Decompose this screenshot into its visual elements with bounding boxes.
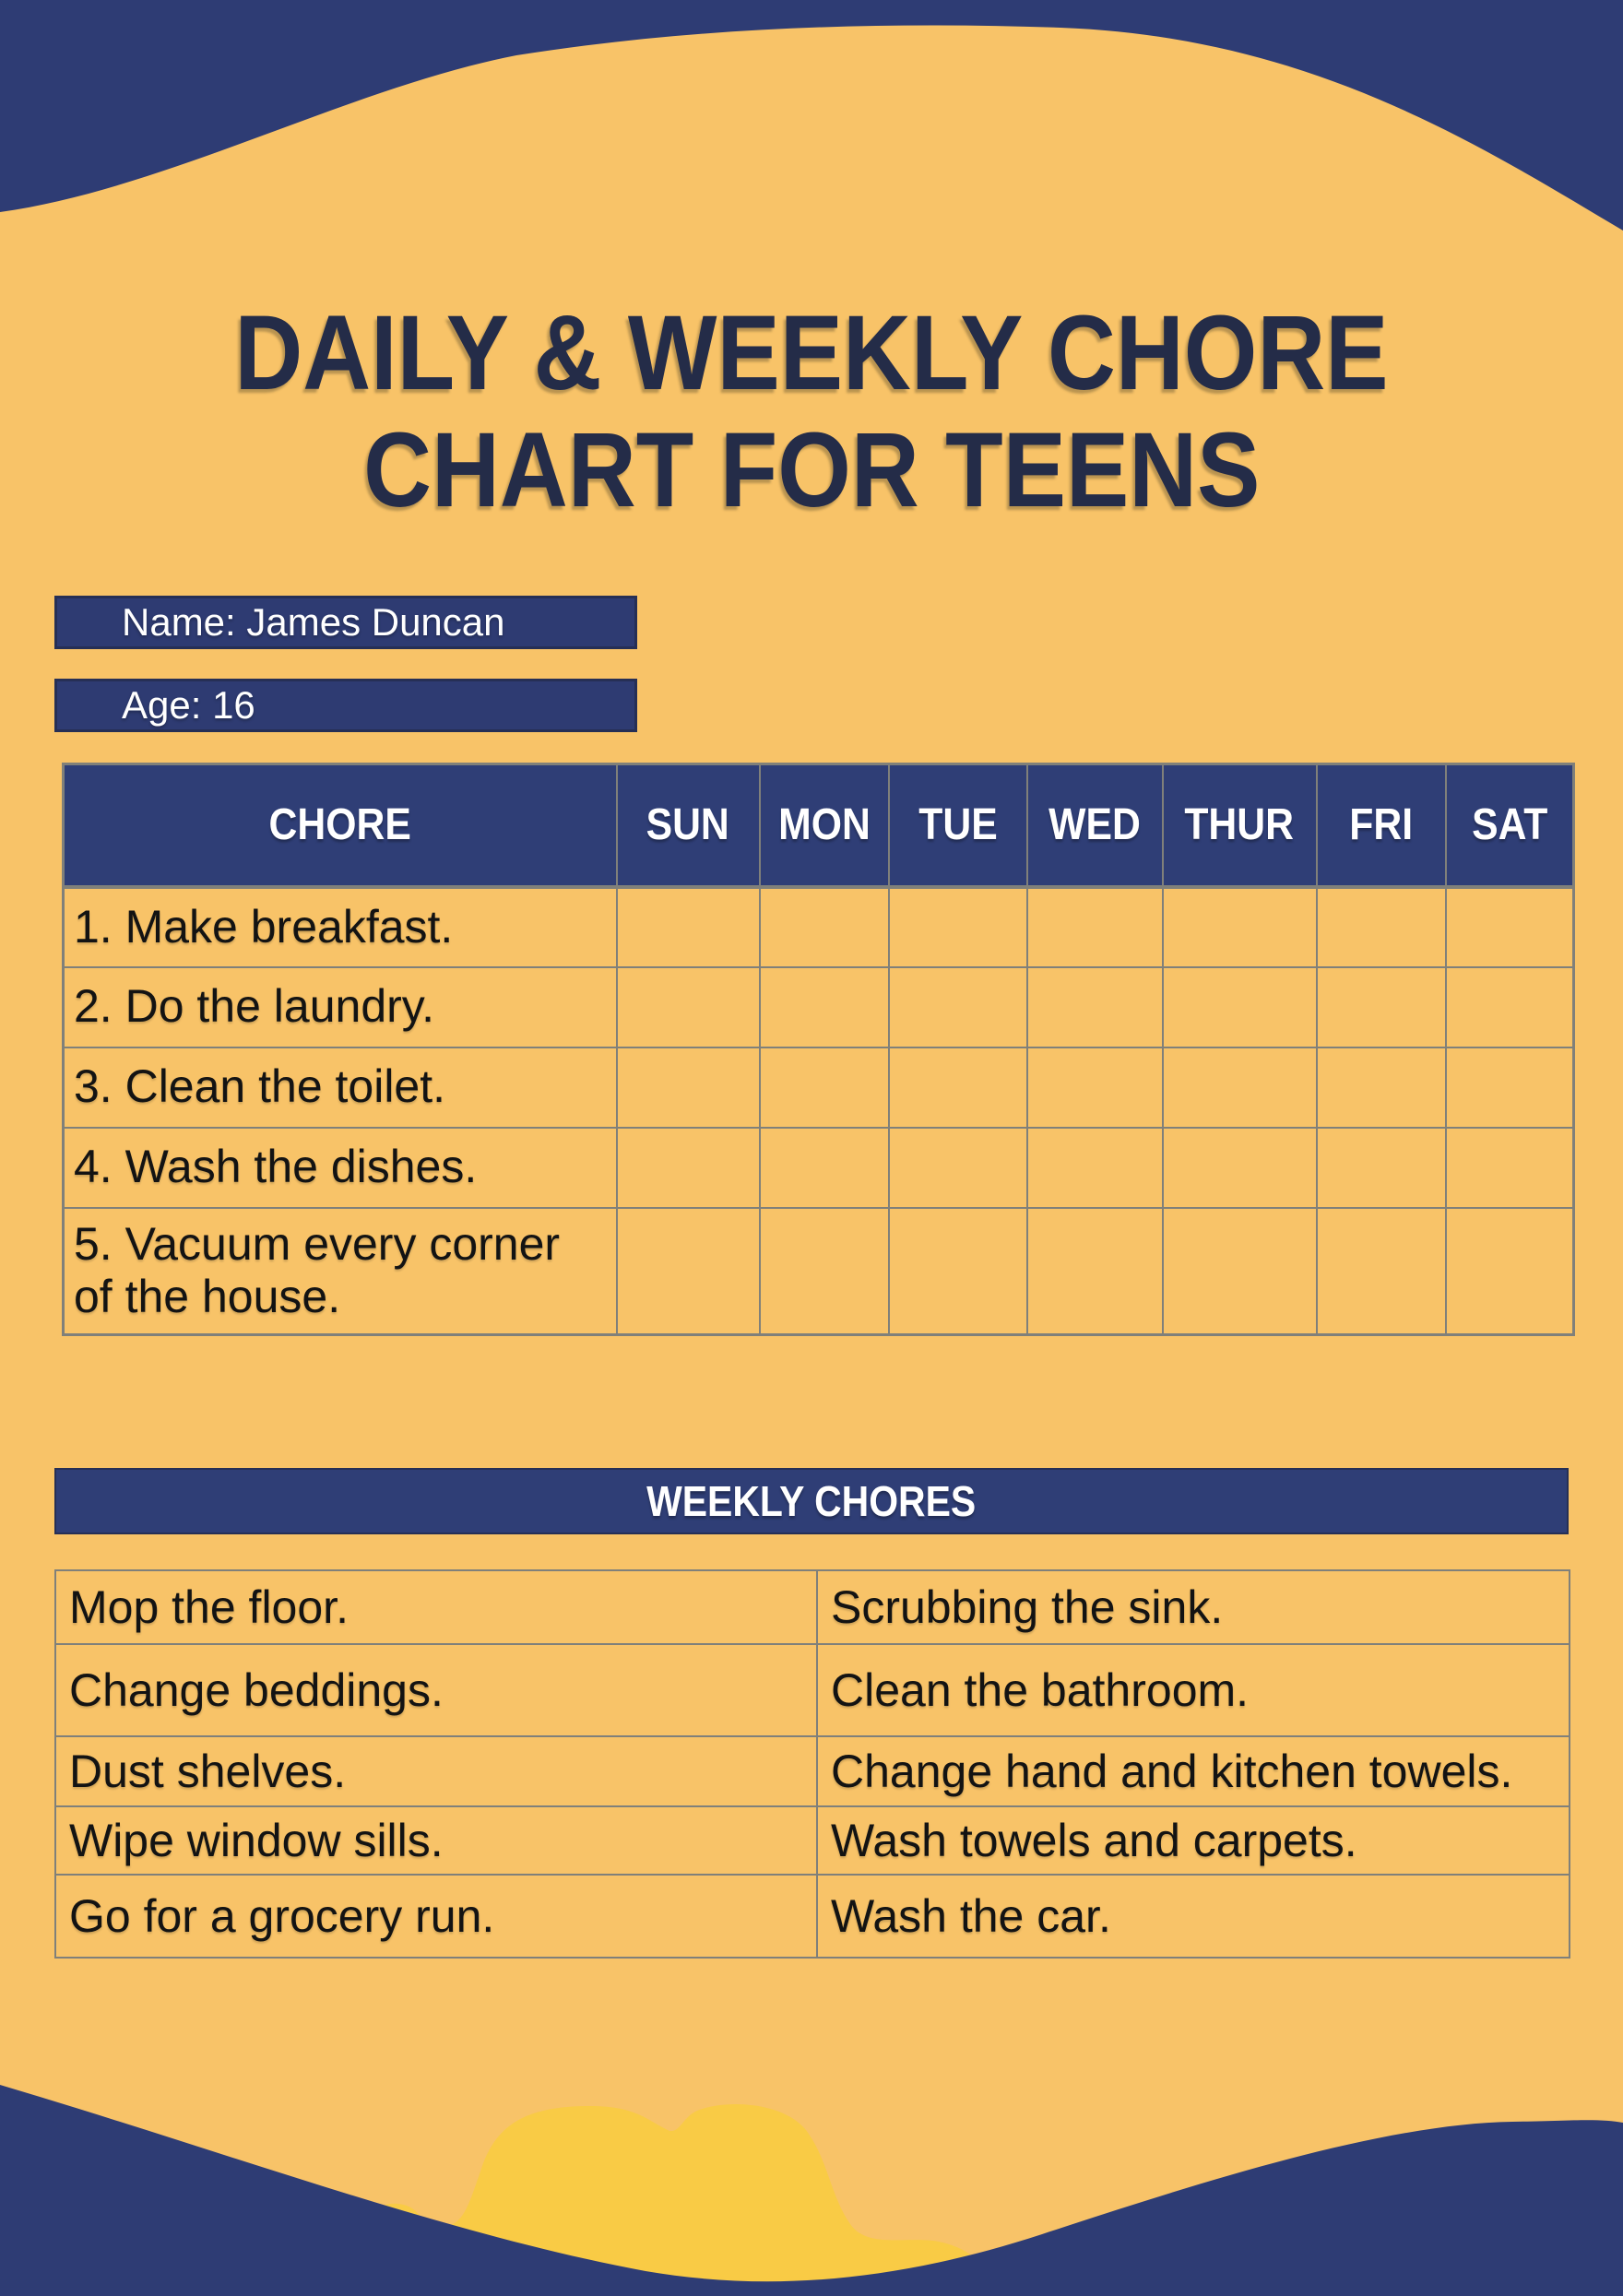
day-cell[interactable] [1027, 1047, 1163, 1128]
bottom-wave-decoration [0, 1909, 1623, 2296]
weekly-chore-cell: Clean the bathroom. [817, 1644, 1570, 1736]
weekly-chore-cell: Wash the car. [817, 1875, 1570, 1958]
day-cell[interactable] [1027, 1208, 1163, 1335]
daily-chore-table [62, 763, 1575, 1336]
day-cell[interactable] [1446, 1047, 1574, 1128]
age-field [54, 679, 637, 732]
weekly-chore-row [55, 1875, 1570, 1958]
daily-table-header-row [64, 764, 1574, 887]
day-cell[interactable] [760, 967, 889, 1047]
day-cell[interactable] [760, 887, 889, 967]
day-cell[interactable] [889, 1047, 1027, 1128]
weekly-chore-row [55, 1570, 1570, 1644]
day-cell[interactable] [1163, 967, 1317, 1047]
day-column-header-sat: SAT [1446, 764, 1574, 887]
page-title [0, 295, 1623, 528]
weekly-chore-cell: Scrubbing the sink. [817, 1570, 1570, 1644]
chore-cell: 5. Vacuum every corner of the house. [64, 1208, 617, 1335]
day-cell[interactable] [1163, 1047, 1317, 1128]
chore-row [64, 1047, 1574, 1128]
chore-cell: 4. Wash the dishes. [64, 1128, 617, 1208]
day-cell[interactable] [1317, 887, 1446, 967]
day-cell[interactable] [1027, 967, 1163, 1047]
name-field-label: Name: James Duncan [122, 600, 505, 644]
day-cell[interactable] [617, 1128, 760, 1208]
day-cell[interactable] [1163, 887, 1317, 967]
weekly-chore-cell: Go for a grocery run. [55, 1875, 817, 1958]
day-cell[interactable] [1317, 1208, 1446, 1335]
day-cell[interactable] [1163, 1128, 1317, 1208]
chore-cell: 2. Do the laundry. [64, 967, 617, 1047]
day-column-header-wed: WED [1027, 764, 1163, 887]
day-column-header-sun: SUN [617, 764, 760, 887]
weekly-chores-table [54, 1569, 1570, 1959]
day-cell[interactable] [889, 1208, 1027, 1335]
chore-cell: 3. Clean the toilet. [64, 1047, 617, 1128]
day-cell[interactable] [889, 1128, 1027, 1208]
chore-row [64, 1208, 1574, 1335]
day-cell[interactable] [1446, 1128, 1574, 1208]
day-column-header-mon: MON [760, 764, 889, 887]
weekly-chores-header-label: WEEKLY CHORES [646, 1477, 977, 1525]
day-cell[interactable] [1163, 1208, 1317, 1335]
chore-cell: 1. Make breakfast. [64, 887, 617, 967]
weekly-chores-header [54, 1468, 1569, 1534]
day-cell[interactable] [1317, 967, 1446, 1047]
weekly-chore-cell: Change hand and kitchen towels. [817, 1736, 1570, 1806]
page-title-line-1: DAILY & WEEKLY CHORE [234, 294, 1389, 412]
day-cell[interactable] [760, 1208, 889, 1335]
day-cell[interactable] [889, 887, 1027, 967]
day-cell[interactable] [617, 1047, 760, 1128]
day-cell[interactable] [617, 1208, 760, 1335]
day-cell[interactable] [1446, 1208, 1574, 1335]
day-cell[interactable] [889, 967, 1027, 1047]
chore-row [64, 967, 1574, 1047]
weekly-chore-row [55, 1736, 1570, 1806]
day-cell[interactable] [1027, 887, 1163, 967]
day-cell[interactable] [1446, 967, 1574, 1047]
day-cell[interactable] [617, 967, 760, 1047]
age-field-label: Age: 16 [122, 683, 255, 727]
page-title-line-2: CHART FOR TEENS [362, 410, 1261, 529]
chore-column-header: CHORE [64, 764, 617, 887]
day-column-header-thur: THUR [1163, 764, 1317, 887]
name-field [54, 596, 637, 649]
weekly-chore-cell: Mop the floor. [55, 1570, 817, 1644]
day-cell[interactable] [1317, 1128, 1446, 1208]
weekly-chore-cell: Change beddings. [55, 1644, 817, 1736]
top-wave-decoration [0, 0, 1623, 277]
weekly-chore-cell: Wipe window sills. [55, 1806, 817, 1875]
weekly-chore-row [55, 1806, 1570, 1875]
day-cell[interactable] [760, 1128, 889, 1208]
weekly-chore-cell: Wash towels and carpets. [817, 1806, 1570, 1875]
day-column-header-fri: FRI [1317, 764, 1446, 887]
weekly-chore-row [55, 1644, 1570, 1736]
chore-row [64, 887, 1574, 967]
day-cell[interactable] [1446, 887, 1574, 967]
day-cell[interactable] [617, 887, 760, 967]
chore-row [64, 1128, 1574, 1208]
day-cell[interactable] [1317, 1047, 1446, 1128]
day-cell[interactable] [1027, 1128, 1163, 1208]
day-column-header-tue: TUE [889, 764, 1027, 887]
day-cell[interactable] [760, 1047, 889, 1128]
weekly-chore-cell: Dust shelves. [55, 1736, 817, 1806]
